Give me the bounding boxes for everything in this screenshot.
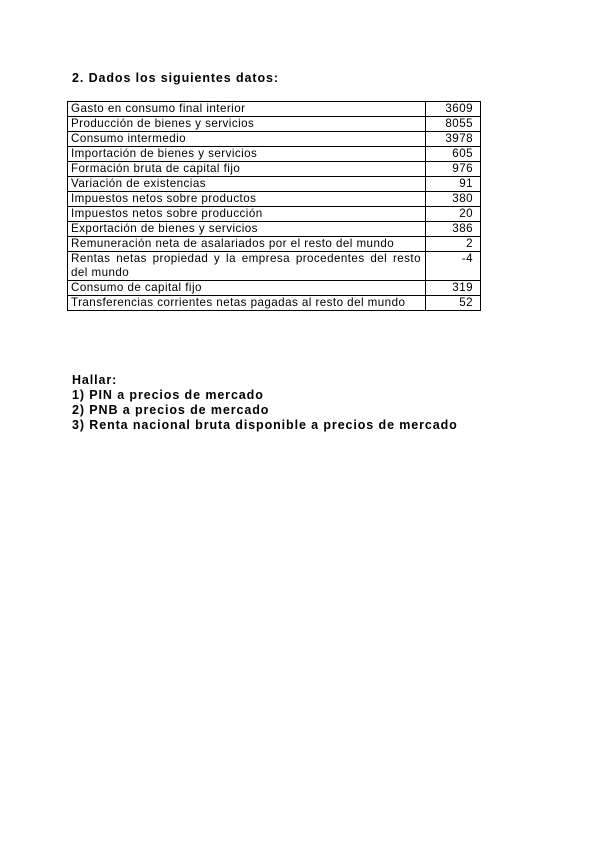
row-label: Transferencias corrientes netas pagadas al resto del mundo bbox=[68, 296, 426, 311]
exercise-heading: 2. Dados los siguientes datos: bbox=[72, 71, 279, 85]
table-row bbox=[68, 207, 481, 222]
row-label: Consumo de capital fijo bbox=[68, 281, 426, 296]
table-row bbox=[68, 252, 481, 281]
row-value: 20 bbox=[426, 207, 481, 222]
row-label: Producción de bienes y servicios bbox=[68, 117, 426, 132]
row-label: Exportación de bienes y servicios bbox=[68, 222, 426, 237]
table-row bbox=[68, 117, 481, 132]
row-value: -4 bbox=[426, 252, 481, 281]
table-row bbox=[68, 102, 481, 117]
row-value: 3978 bbox=[426, 132, 481, 147]
row-value: 976 bbox=[426, 162, 481, 177]
row-label: Importación de bienes y servicios bbox=[68, 147, 426, 162]
row-value: 3609 bbox=[426, 102, 481, 117]
row-value: 91 bbox=[426, 177, 481, 192]
table-row bbox=[68, 192, 481, 207]
table-row bbox=[68, 177, 481, 192]
row-label: Gasto en consumo final interior bbox=[68, 102, 426, 117]
row-value: 8055 bbox=[426, 117, 481, 132]
row-label: Remuneración neta de asalariados por el resto del mundo bbox=[68, 237, 426, 252]
row-label: Impuestos netos sobre producción bbox=[68, 207, 426, 222]
table-row bbox=[68, 281, 481, 296]
row-label: Formación bruta de capital fijo bbox=[68, 162, 426, 177]
row-value: 386 bbox=[426, 222, 481, 237]
row-value: 605 bbox=[426, 147, 481, 162]
row-value: 52 bbox=[426, 296, 481, 311]
table-row bbox=[68, 132, 481, 147]
table-row bbox=[68, 237, 481, 252]
table-row bbox=[68, 222, 481, 237]
question-item: 3) Renta nacional bruta disponible a precios de mercado bbox=[72, 418, 458, 432]
row-label: Rentas netas propiedad y la empresa procedentes del resto del mundo bbox=[68, 252, 426, 281]
row-label: Consumo intermedio bbox=[68, 132, 426, 147]
question-item: 1) PIN a precios de mercado bbox=[72, 388, 264, 402]
questions-intro: Hallar: bbox=[72, 373, 118, 387]
row-label: Impuestos netos sobre productos bbox=[68, 192, 426, 207]
row-value: 2 bbox=[426, 237, 481, 252]
questions-block bbox=[72, 373, 458, 433]
data-table bbox=[67, 101, 481, 311]
row-value: 380 bbox=[426, 192, 481, 207]
table-row bbox=[68, 147, 481, 162]
table-row bbox=[68, 162, 481, 177]
row-label: Variación de existencias bbox=[68, 177, 426, 192]
question-item: 2) PNB a precios de mercado bbox=[72, 403, 270, 417]
table-row bbox=[68, 296, 481, 311]
row-value: 319 bbox=[426, 281, 481, 296]
